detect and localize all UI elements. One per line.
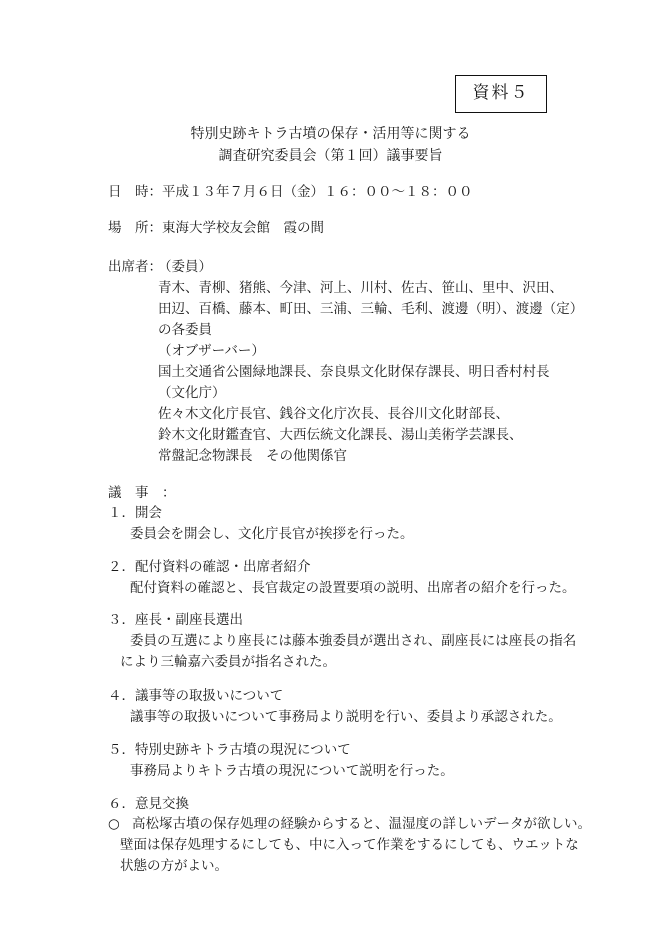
item-body: 事務局よりキトラ古墳の現況について説明を行った。 bbox=[130, 763, 454, 779]
place-value: 東海大学校友会館 霞の間 bbox=[162, 220, 324, 236]
item-heading: ４．議事等の取扱いについて bbox=[108, 688, 284, 704]
date-label: 日 時： bbox=[108, 184, 162, 200]
item-body: 委員の互選により座長には藤本強委員が選出され、副座長には座長の指名 bbox=[130, 633, 577, 649]
attendee-group-observer: （オブザーバー） bbox=[158, 343, 265, 359]
place-label: 場 所： bbox=[108, 220, 162, 236]
attendee-line: 青木、青柳、猪熊、今津、河上、川村、佐古、笹山、里中、沢田、 bbox=[158, 280, 563, 296]
opinion-bullet: ○ bbox=[108, 816, 120, 832]
item-body: により三輪嘉六委員が指名された。 bbox=[120, 654, 336, 670]
attendee-line: 常盤記念物課長 その他関係官 bbox=[158, 448, 347, 464]
title-line-1: 特別史跡キトラ古墳の保存・活用等に関する bbox=[190, 126, 471, 142]
item-heading: １．開会 bbox=[108, 505, 162, 521]
attendee-group-committee: （委員） bbox=[158, 259, 212, 275]
document-stamp: 資料５ bbox=[455, 75, 547, 113]
item-body: 議事等の取扱いについて事務局より説明を行い、委員より承認された。 bbox=[130, 709, 562, 725]
item-body: 配付資料の確認と、長官裁定の設置要項の説明、出席者の紹介を行った。 bbox=[130, 580, 576, 596]
item-body: 委員会を開会し、文化庁長官が挨拶を行った。 bbox=[130, 526, 414, 542]
item-heading: ２．配付資料の確認・出席者紹介 bbox=[108, 559, 311, 575]
proceedings-label: 議 事 ： bbox=[108, 485, 176, 501]
attendee-group-agency: （文化庁） bbox=[158, 385, 226, 401]
opinion-line: 高松塚古墳の保存処理の経験からすると、温湿度の詳しいデータが欲しい。 bbox=[132, 816, 591, 832]
item-heading: ３．座長・副座長選出 bbox=[108, 612, 243, 628]
attendee-line: 田辺、百橋、藤本、町田、三浦、三輪、毛利、渡邊（明）、渡邊（定） bbox=[158, 301, 584, 317]
item-heading: ６．意見交換 bbox=[108, 796, 189, 812]
attendee-line: 国土交通省公園緑地課長、奈良県文化財保存課長、明日香村村長 bbox=[158, 364, 550, 380]
attendee-line: 鈴木文化財鑑査官、大西伝統文化課長、湯山美術学芸課長、 bbox=[158, 427, 523, 443]
item-heading: ５．特別史跡キトラ古墳の現況について bbox=[108, 742, 351, 758]
title-line-2: 調査研究委員会（第１回）議事要旨 bbox=[218, 148, 443, 164]
opinion-line: 状態の方がよい。 bbox=[120, 858, 228, 874]
attendee-line: の各委員 bbox=[158, 322, 212, 338]
attendee-line: 佐々木文化庁長官、銭谷文化庁次長、長谷川文化財部長、 bbox=[158, 406, 509, 422]
opinion-line: 壁面は保存処理するにしても、中に入って作業をするにしても、ウエットな bbox=[120, 837, 579, 853]
date-value: 平成１３年７月６日（金）１６：００～１８：００ bbox=[162, 184, 473, 200]
attendees-label: 出席者： bbox=[108, 259, 162, 275]
